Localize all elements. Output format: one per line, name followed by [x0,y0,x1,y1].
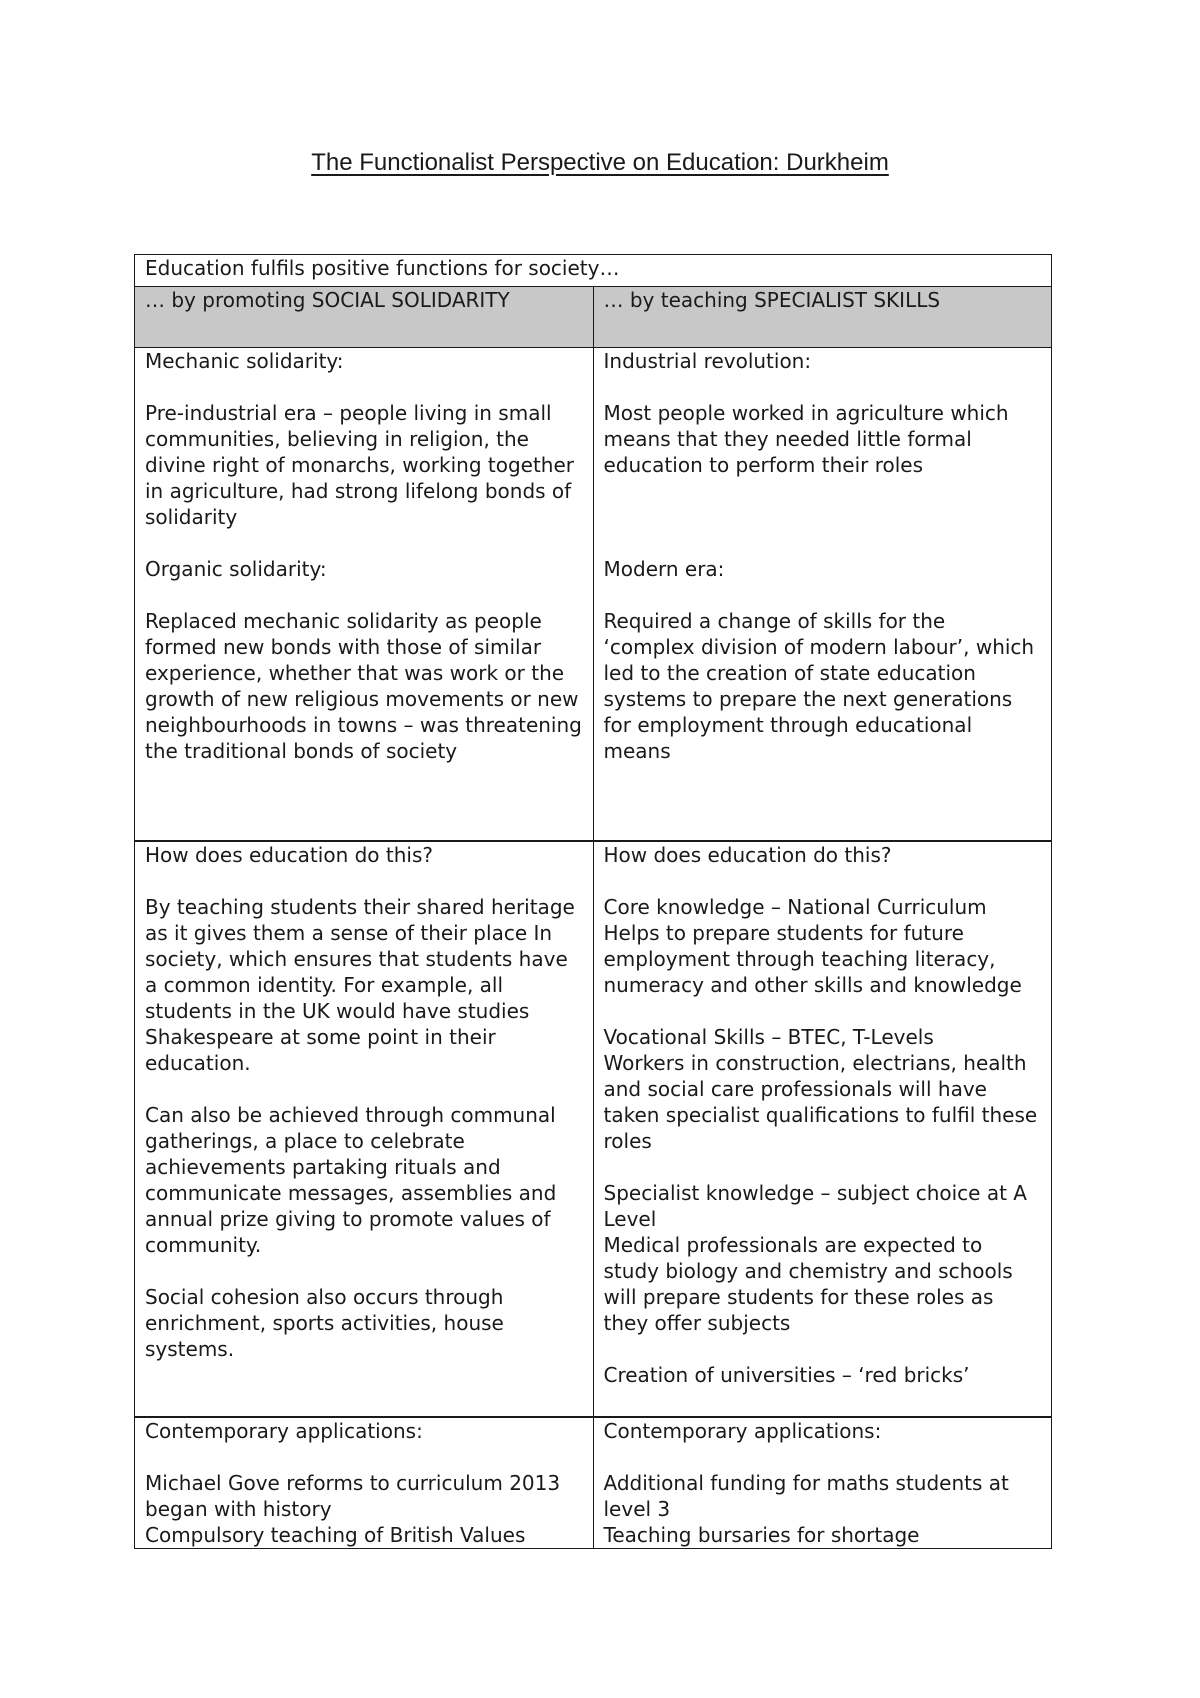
table-row [135,348,1052,842]
page-title: The Functionalist Perspective on Education: Durkheim [311,149,889,176]
table-row [135,1417,1052,1549]
column-header-social-solidarity: … by promoting SOCIAL SOLIDARITY [135,287,594,348]
table-banner-row [135,255,1052,287]
table-banner: Education fulfils positive functions for society… [135,255,1052,287]
eras-cell: Industrial revolution: Most people worked in agriculture which means that they needed little formal education to perform their roles Modern era: Required a change of skills for the ‘complex division of modern labour’, which led to the creation of state education systems to prepare the next generations for employment through educational means [593,348,1052,842]
skills-contemporary-cell: Contemporary applications: Additional funding for maths students at level 3 Teaching bursaries for shortage [593,1417,1052,1549]
functions-table [134,254,1052,1549]
skills-how-cell: How does education do this? Core knowledge – National Curriculum Helps to prepare students for future employment through teaching literacy, numeracy and other skills and knowledge Vocational Skills – BTEC, T-Levels Workers in construction, electrians, health and social care professionals will have taken specialist qualifications to fulfil these roles Specialist knowledge – subject choice at A Level Medical professionals are expected to study biology and chemistry and schools will prepare students for these roles as they offer subjects Creation of universities – ‘red bricks’ [593,841,1052,1417]
solidarity-how-cell: How does education do this? By teaching students their shared heritage as it gives them a sense of their place In society, which ensures that students have a common identity. For example, all students in the UK would have studies Shakespeare at some point in their education. Can also be achieved through communal gatherings, a place to celebrate achievements partaking rituals and communicate messages, assemblies and annual prize giving to promote values of community. Social cohesion also occurs through enrichment, sports activities, house systems. [135,841,594,1417]
solidarity-contemporary-cell: Contemporary applications: Michael Gove reforms to curriculum 2013 began with history Compulsory teaching of British Values [135,1417,594,1549]
table-row [135,841,1052,1417]
solidarity-types-cell: Mechanic solidarity: Pre-industrial era – people living in small communities, believing in religion, the divine right of monarchs, working together in agriculture, had strong lifelong bonds of solidarity Organic solidarity: Replaced mechanic solidarity as people formed new bonds with those of similar experience, whether that was work or the growth of new religious movements or new neighbourhoods in towns – was threatening the traditional bonds of society [135,348,594,842]
column-header-specialist-skills: … by teaching SPECIALIST SKILLS [593,287,1052,348]
column-header-row [135,287,1052,348]
